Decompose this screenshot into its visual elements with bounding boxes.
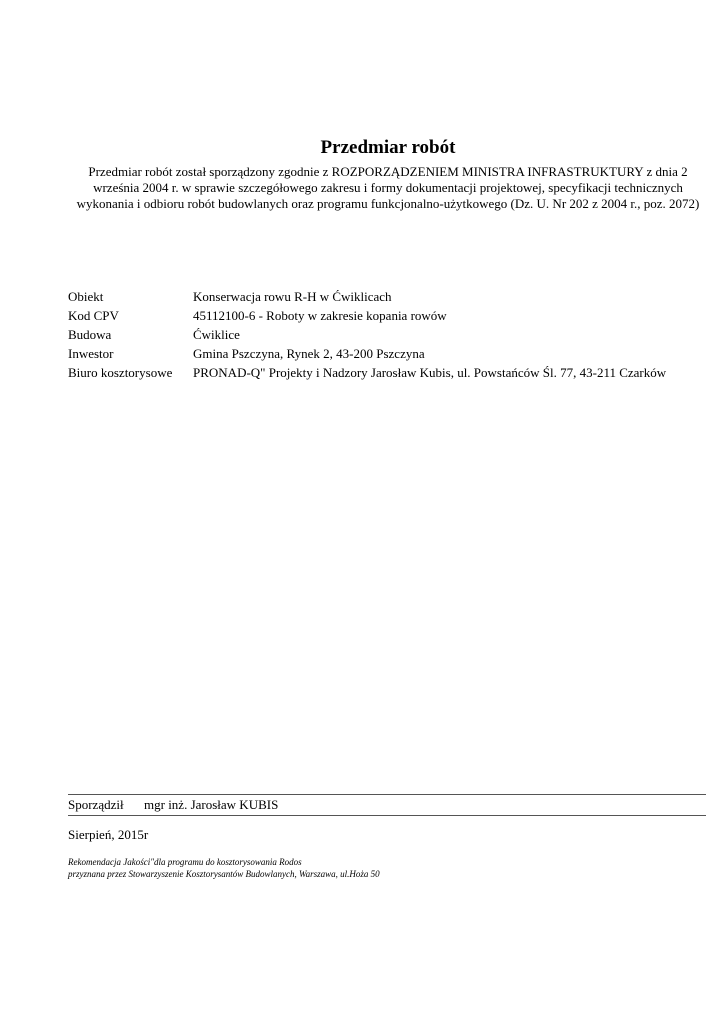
- footnote-line-1: Rekomendacja Jakości"dla programu do kosztorysowania Rodos: [68, 857, 302, 867]
- prepared-by-label: Sporządził: [68, 797, 124, 812]
- divider-bottom: [68, 815, 706, 816]
- details-label: Budowa: [68, 327, 112, 342]
- details-row-inwestor: [68, 346, 666, 365]
- details-label: Kod CPV: [68, 308, 119, 323]
- prepared-by-value: mgr inż. Jarosław KUBIS: [144, 797, 279, 812]
- details-value: Konserwacja rowu R-H w Ćwiklicach: [193, 289, 392, 304]
- intro-paragraph: Przedmiar robót został sporządzony zgodnie z ROZPORZĄDZENIEM MINISTRA INFRASTRUKTURY z dnia 2 września 2004 r. w sprawie szczegółowego zakresu i formy dokumentacji projektowej, specyfikacji technicznych wykonania i odbioru robót budowlanych oraz programu funkcjonalno-użytkowego (Dz. U. Nr 202 z 2004 r., poz. 2072): [76, 164, 700, 211]
- footnote-line-2: przyznana przez Stowarzyszenie Kosztorysantów Budowlanych, Warszawa, ul.Hoża 50: [68, 869, 380, 879]
- prepared-by: [68, 797, 278, 813]
- details-value: Gmina Pszczyna, Rynek 2, 43-200 Pszczyna: [193, 346, 425, 361]
- details-row-kod-cpv: [68, 308, 666, 327]
- details-label: Obiekt: [68, 289, 104, 304]
- page-title: Przedmiar robót: [320, 137, 456, 158]
- details-row-budowa: [68, 327, 666, 346]
- details-value: 45112100-6 - Roboty w zakresie kopania rowów: [193, 308, 447, 323]
- details-label: Biuro kosztorysowe: [68, 365, 173, 380]
- divider-top: [68, 794, 706, 795]
- footnote: [68, 856, 380, 880]
- details-row-obiekt: [68, 289, 666, 308]
- document-date: Sierpień, 2015r: [68, 827, 149, 842]
- details-value: Ćwiklice: [193, 327, 240, 342]
- details-row-biuro: [68, 365, 666, 384]
- details-value: PRONAD-Q" Projekty i Nadzory Jarosław Kubis, ul. Powstańców Śl. 77, 43-211 Czarków: [193, 365, 667, 380]
- details-label: Inwestor: [68, 346, 114, 361]
- details-table: [68, 289, 666, 384]
